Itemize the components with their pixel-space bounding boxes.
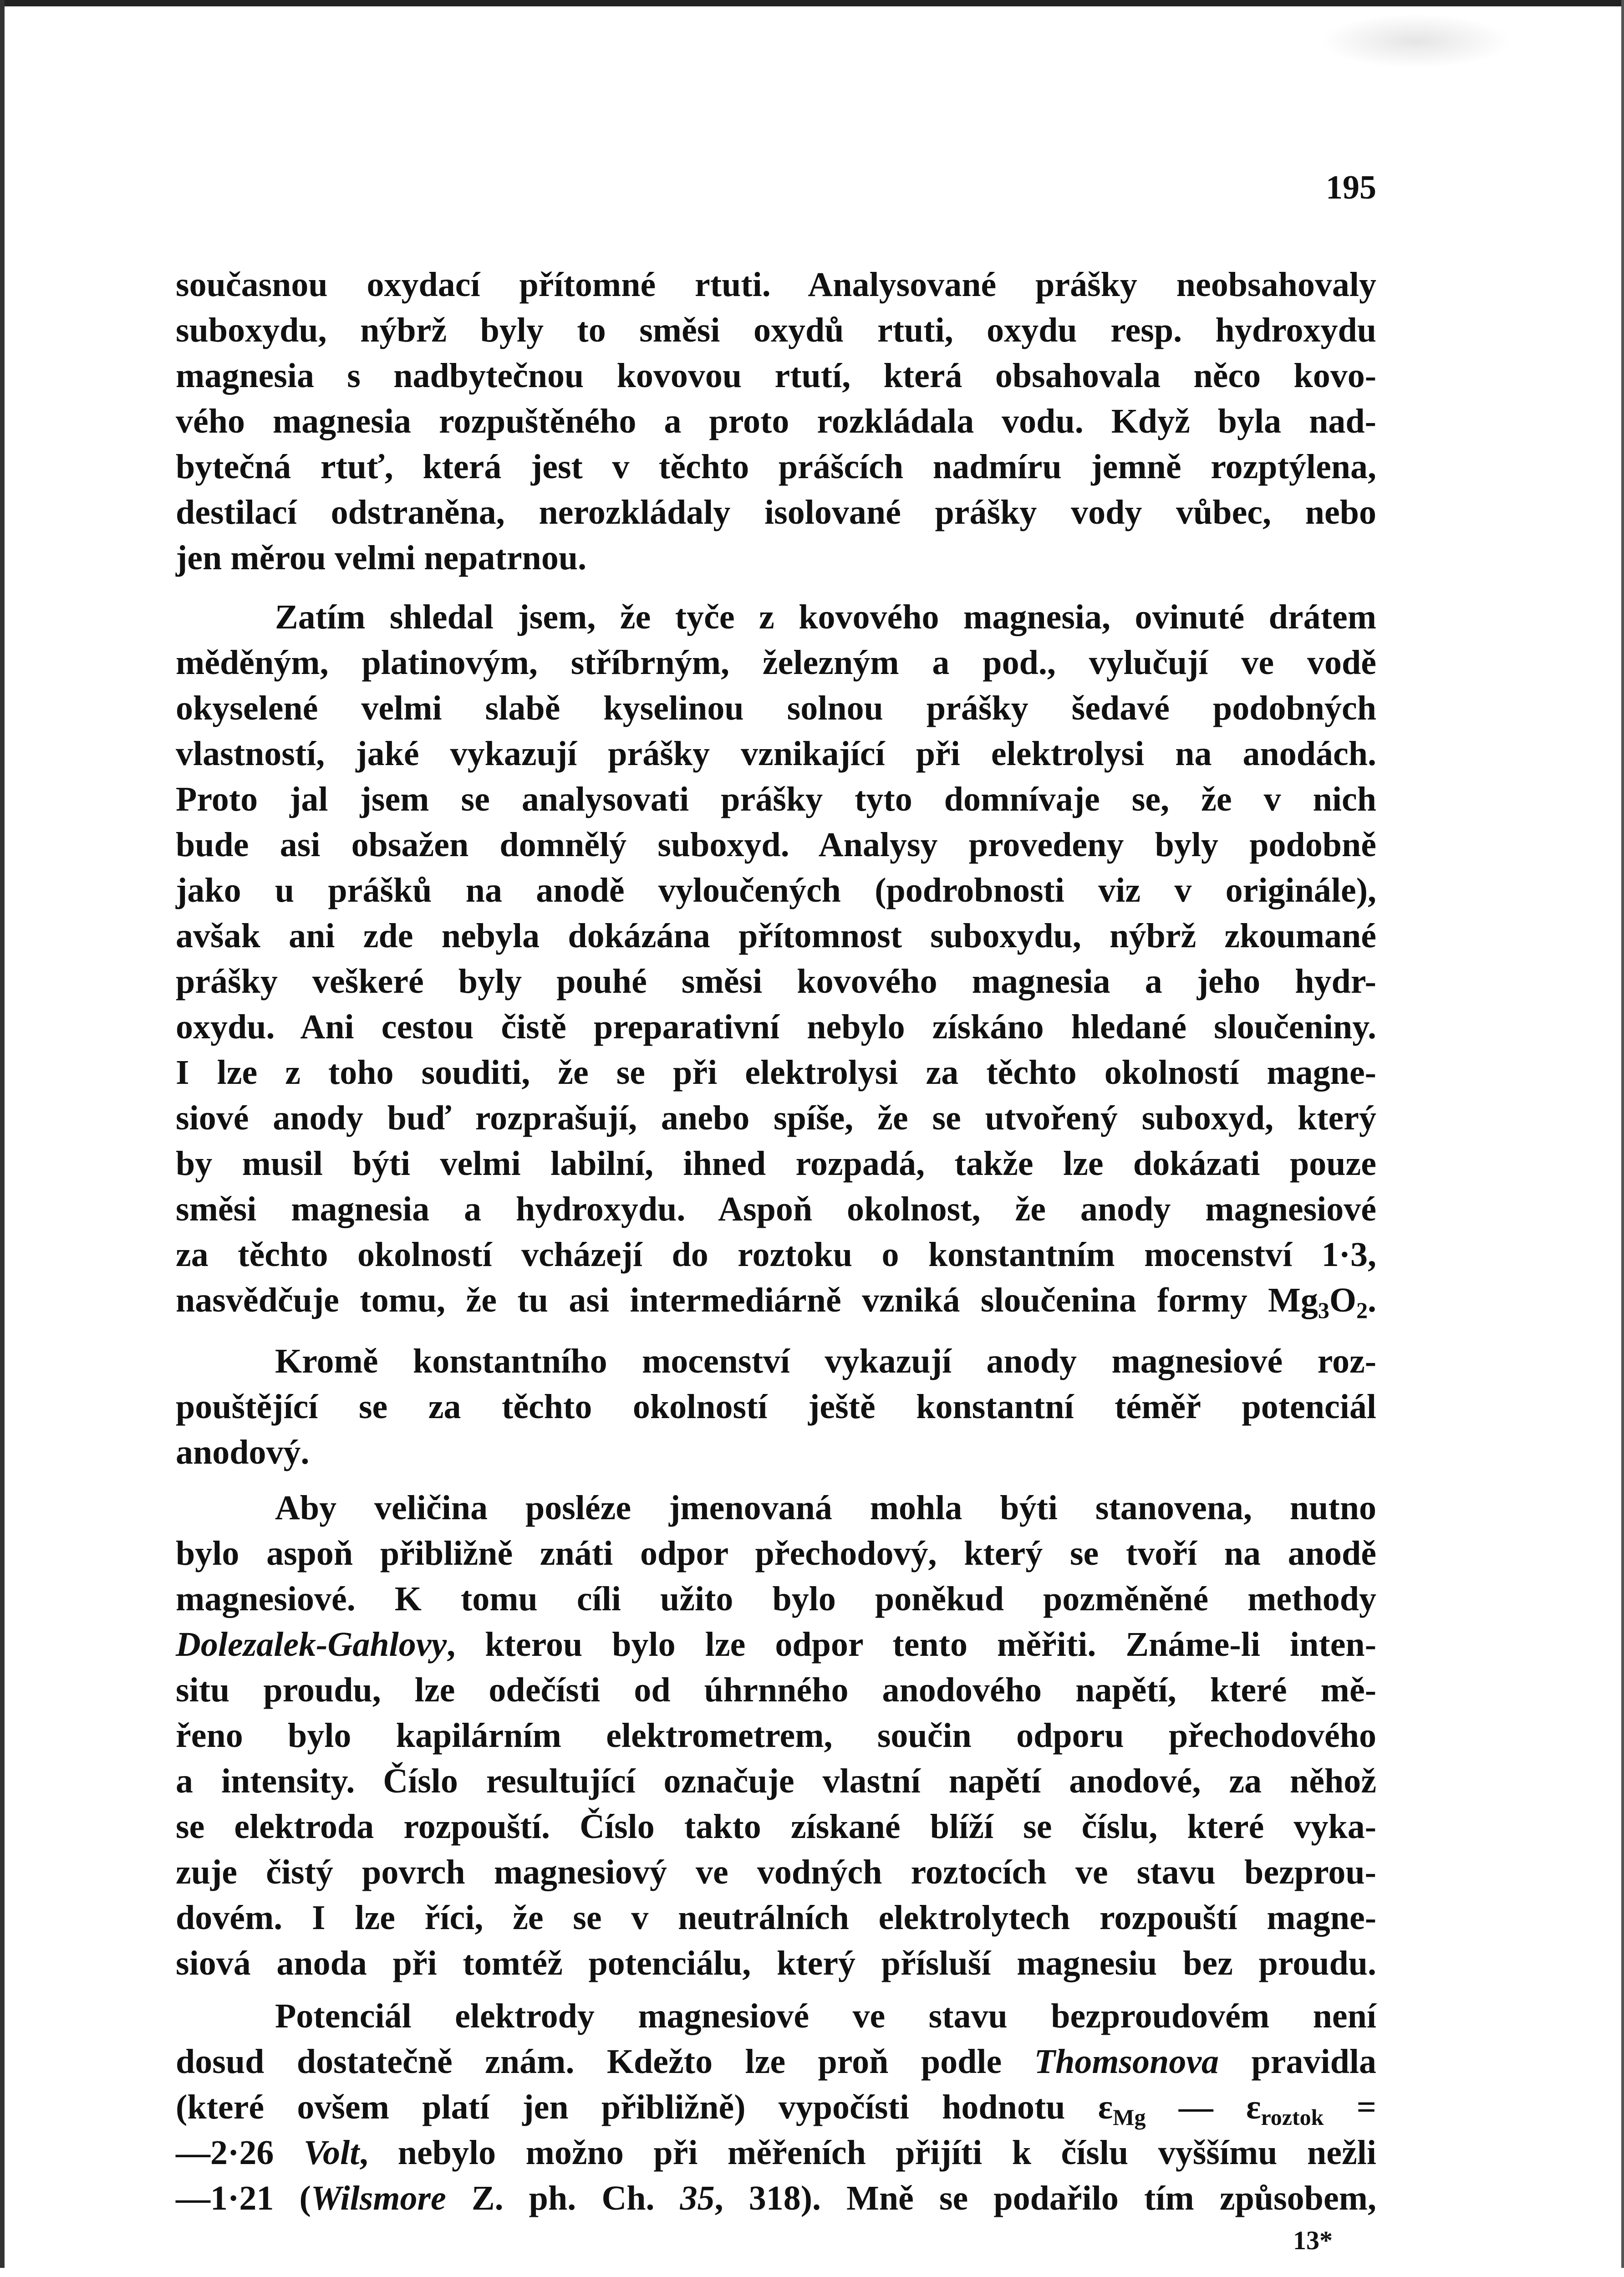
text-line: bylo aspoň přibližně znáti odpor přechodový, který se tvoří na anodě	[176, 1534, 1376, 1572]
text-line: destilací odstraněna, nerozkládaly isolované prášky vody vůbec, nebo	[176, 493, 1376, 531]
text-line: Proto jal jsem se analysovati prášky tyto domnívaje se, že v nich	[176, 780, 1376, 818]
subscript-text: 2	[1356, 1297, 1368, 1323]
text-segment: , 318). Mně se podařilo tím způsobem,	[714, 2179, 1376, 2217]
scan-smudge	[1320, 14, 1512, 68]
scan-border-left	[0, 0, 5, 2268]
text-segment: —2·26	[176, 2134, 304, 2172]
text-line: se elektroda rozpouští. Číslo takto získané blíží se číslu, které vyka-	[176, 1807, 1376, 1846]
text-segment: (které ovšem platí jen přibližně) vypočísti hodnotu ε	[176, 2088, 1113, 2126]
italic-text: Dolezalek-Gahlovy	[176, 1625, 447, 1664]
text-line	[176, 1277, 1376, 1323]
text-line	[176, 1622, 1376, 1667]
scan-border-top	[0, 0, 1624, 6]
text-segment: — ε	[1145, 2088, 1261, 2126]
italic-text: Volt	[303, 2134, 360, 2172]
text-segment: dosud dostatečně znám. Kdežto lze proň podle	[176, 2042, 1034, 2081]
text-line: bude asi obsažen domnělý suboxyd. Analysy provedeny byly podobně	[176, 826, 1376, 864]
text-line: řeno bylo kapilárním elektrometrem, součin odporu přechodového	[176, 1716, 1376, 1755]
text-line	[176, 2084, 1376, 2130]
text-line: pouštějící se za těchto okolností ještě konstantní téměř potenciál	[176, 1388, 1376, 1426]
text-line: Zatím shledal jsem, že tyče z kovového magnesia, ovinuté drátem	[275, 598, 1376, 636]
text-line: zuje čistý povrch magnesiový ve vodných roztocích ve stavu bezprou-	[176, 1853, 1376, 1891]
text-line: jako u prášků na anodě vyloučených (podrobnosti viz v originále),	[176, 871, 1376, 909]
paragraph	[176, 1485, 1376, 1986]
text-line: jen měrou velmi nepatrnou.	[176, 539, 587, 577]
text-segment: Z. ph. Ch.	[446, 2179, 680, 2217]
text-segment: , kterou bylo lze odpor tento měřiti. Známe-li inten-	[447, 1625, 1376, 1664]
text-line	[176, 2039, 1376, 2084]
text-line: směsi magnesia a hydroxydu. Aspoň okolnost, že anody magnesiové	[176, 1190, 1376, 1228]
paragraph	[176, 594, 1376, 1323]
text-segment: , nebylo možno při měřeních přijíti k číslu vyššímu nežli	[359, 2134, 1376, 2172]
text-line: siová anoda při tomtéž potenciálu, který přísluší magnesiu bez proudu.	[176, 1944, 1376, 1982]
subscript-text: roztok	[1261, 2104, 1324, 2130]
italic-text: 35	[680, 2179, 715, 2217]
text-line: oxydu. Ani cestou čistě preparativní nebylo získáno hledané sloučeniny.	[176, 1008, 1376, 1046]
signature-mark: 13*	[1293, 2226, 1333, 2255]
text-line: magnesia s nadbytečnou kovovou rtutí, která obsahovala něco kovo-	[176, 357, 1376, 395]
text-line: avšak ani zde nebyla dokázána přítomnost suboxydu, nýbrž zkoumané	[176, 917, 1376, 955]
text-segment: —1·21 (	[176, 2179, 311, 2217]
text-line: za těchto okolností vcházejí do roztoku o konstantním mocenství 1·3,	[176, 1236, 1376, 1274]
text-line	[176, 2130, 1376, 2175]
page-number: 195	[1326, 169, 1376, 206]
text-line: měděným, platinovým, stříbrným, železným a pod., vylučují ve vodě	[176, 643, 1376, 682]
text-segment: =	[1324, 2088, 1376, 2126]
scan-border-right	[1621, 0, 1624, 2268]
italic-text: Thomsonova	[1034, 2042, 1219, 2081]
paragraph	[176, 1338, 1376, 1475]
text-line: vého magnesia rozpuštěného a proto rozkládala vodu. Když byla nad-	[176, 402, 1376, 440]
subscript-text: Mg	[1113, 2104, 1146, 2130]
text-line: současnou oxydací přítomné rtuti. Analysované prášky neobsahovaly	[176, 265, 1376, 304]
text-segment: nasvědčuje tomu, že tu asi intermediárně vzniká sloučenina formy Mg	[176, 1281, 1318, 1319]
text-line: magnesiové. K tomu cíli užito bylo poněkud pozměněné methody	[176, 1580, 1376, 1618]
text-line: dovém. I lze říci, že se v neutrálních elektrolytech rozpouští magne-	[176, 1899, 1376, 1937]
text-line: vlastností, jaké vykazují prášky vznikající při elektrolysi na anodách.	[176, 735, 1376, 773]
italic-text: Wilsmore	[311, 2179, 446, 2217]
text-line: by musil býti velmi labilní, ihned rozpadá, takže lze dokázati pouze	[176, 1144, 1376, 1183]
text-line: Aby veličina posléze jmenovaná mohla býti stanovena, nutno	[275, 1489, 1376, 1527]
text-line: situ proudu, lze odečísti od úhrnného anodového napětí, které mě-	[176, 1671, 1376, 1709]
text-line: okyselené velmi slabě kyselinou solnou prášky šedavé podobných	[176, 689, 1376, 727]
text-line: a intensity. Číslo resultující označuje vlastní napětí anodové, za něhož	[176, 1762, 1376, 1800]
paragraph	[176, 1993, 1376, 2221]
text-line: Potenciál elektrody magnesiové ve stavu bezproudovém není	[275, 1997, 1376, 2035]
text-line: suboxydu, nýbrž byly to směsi oxydů rtuti, oxydu resp. hydroxydu	[176, 311, 1376, 349]
text-line: bytečná rtuť, která jest v těchto prášcích nadmíru jemně rozptýlena,	[176, 448, 1376, 486]
subscript-text: 3	[1318, 1297, 1329, 1323]
text-line: I lze z toho souditi, že se při elektrolysi za těchto okolností magne-	[176, 1053, 1376, 1092]
text-line: siové anody buď rozprašují, anebo spíše, že se utvořený suboxyd, který	[176, 1099, 1376, 1137]
text-segment: pravidla	[1219, 2042, 1376, 2081]
text-line: anodový.	[176, 1433, 310, 1471]
text-line	[176, 2175, 1376, 2221]
paragraph	[176, 262, 1376, 581]
text-line: prášky veškeré byly pouhé směsi kovového magnesia a jeho hydr-	[176, 962, 1376, 1001]
text-line: Kromě konstantního mocenství vykazují anody magnesiové roz-	[275, 1342, 1376, 1380]
text-segment: .	[1368, 1281, 1376, 1319]
text-segment: O	[1329, 1281, 1356, 1319]
